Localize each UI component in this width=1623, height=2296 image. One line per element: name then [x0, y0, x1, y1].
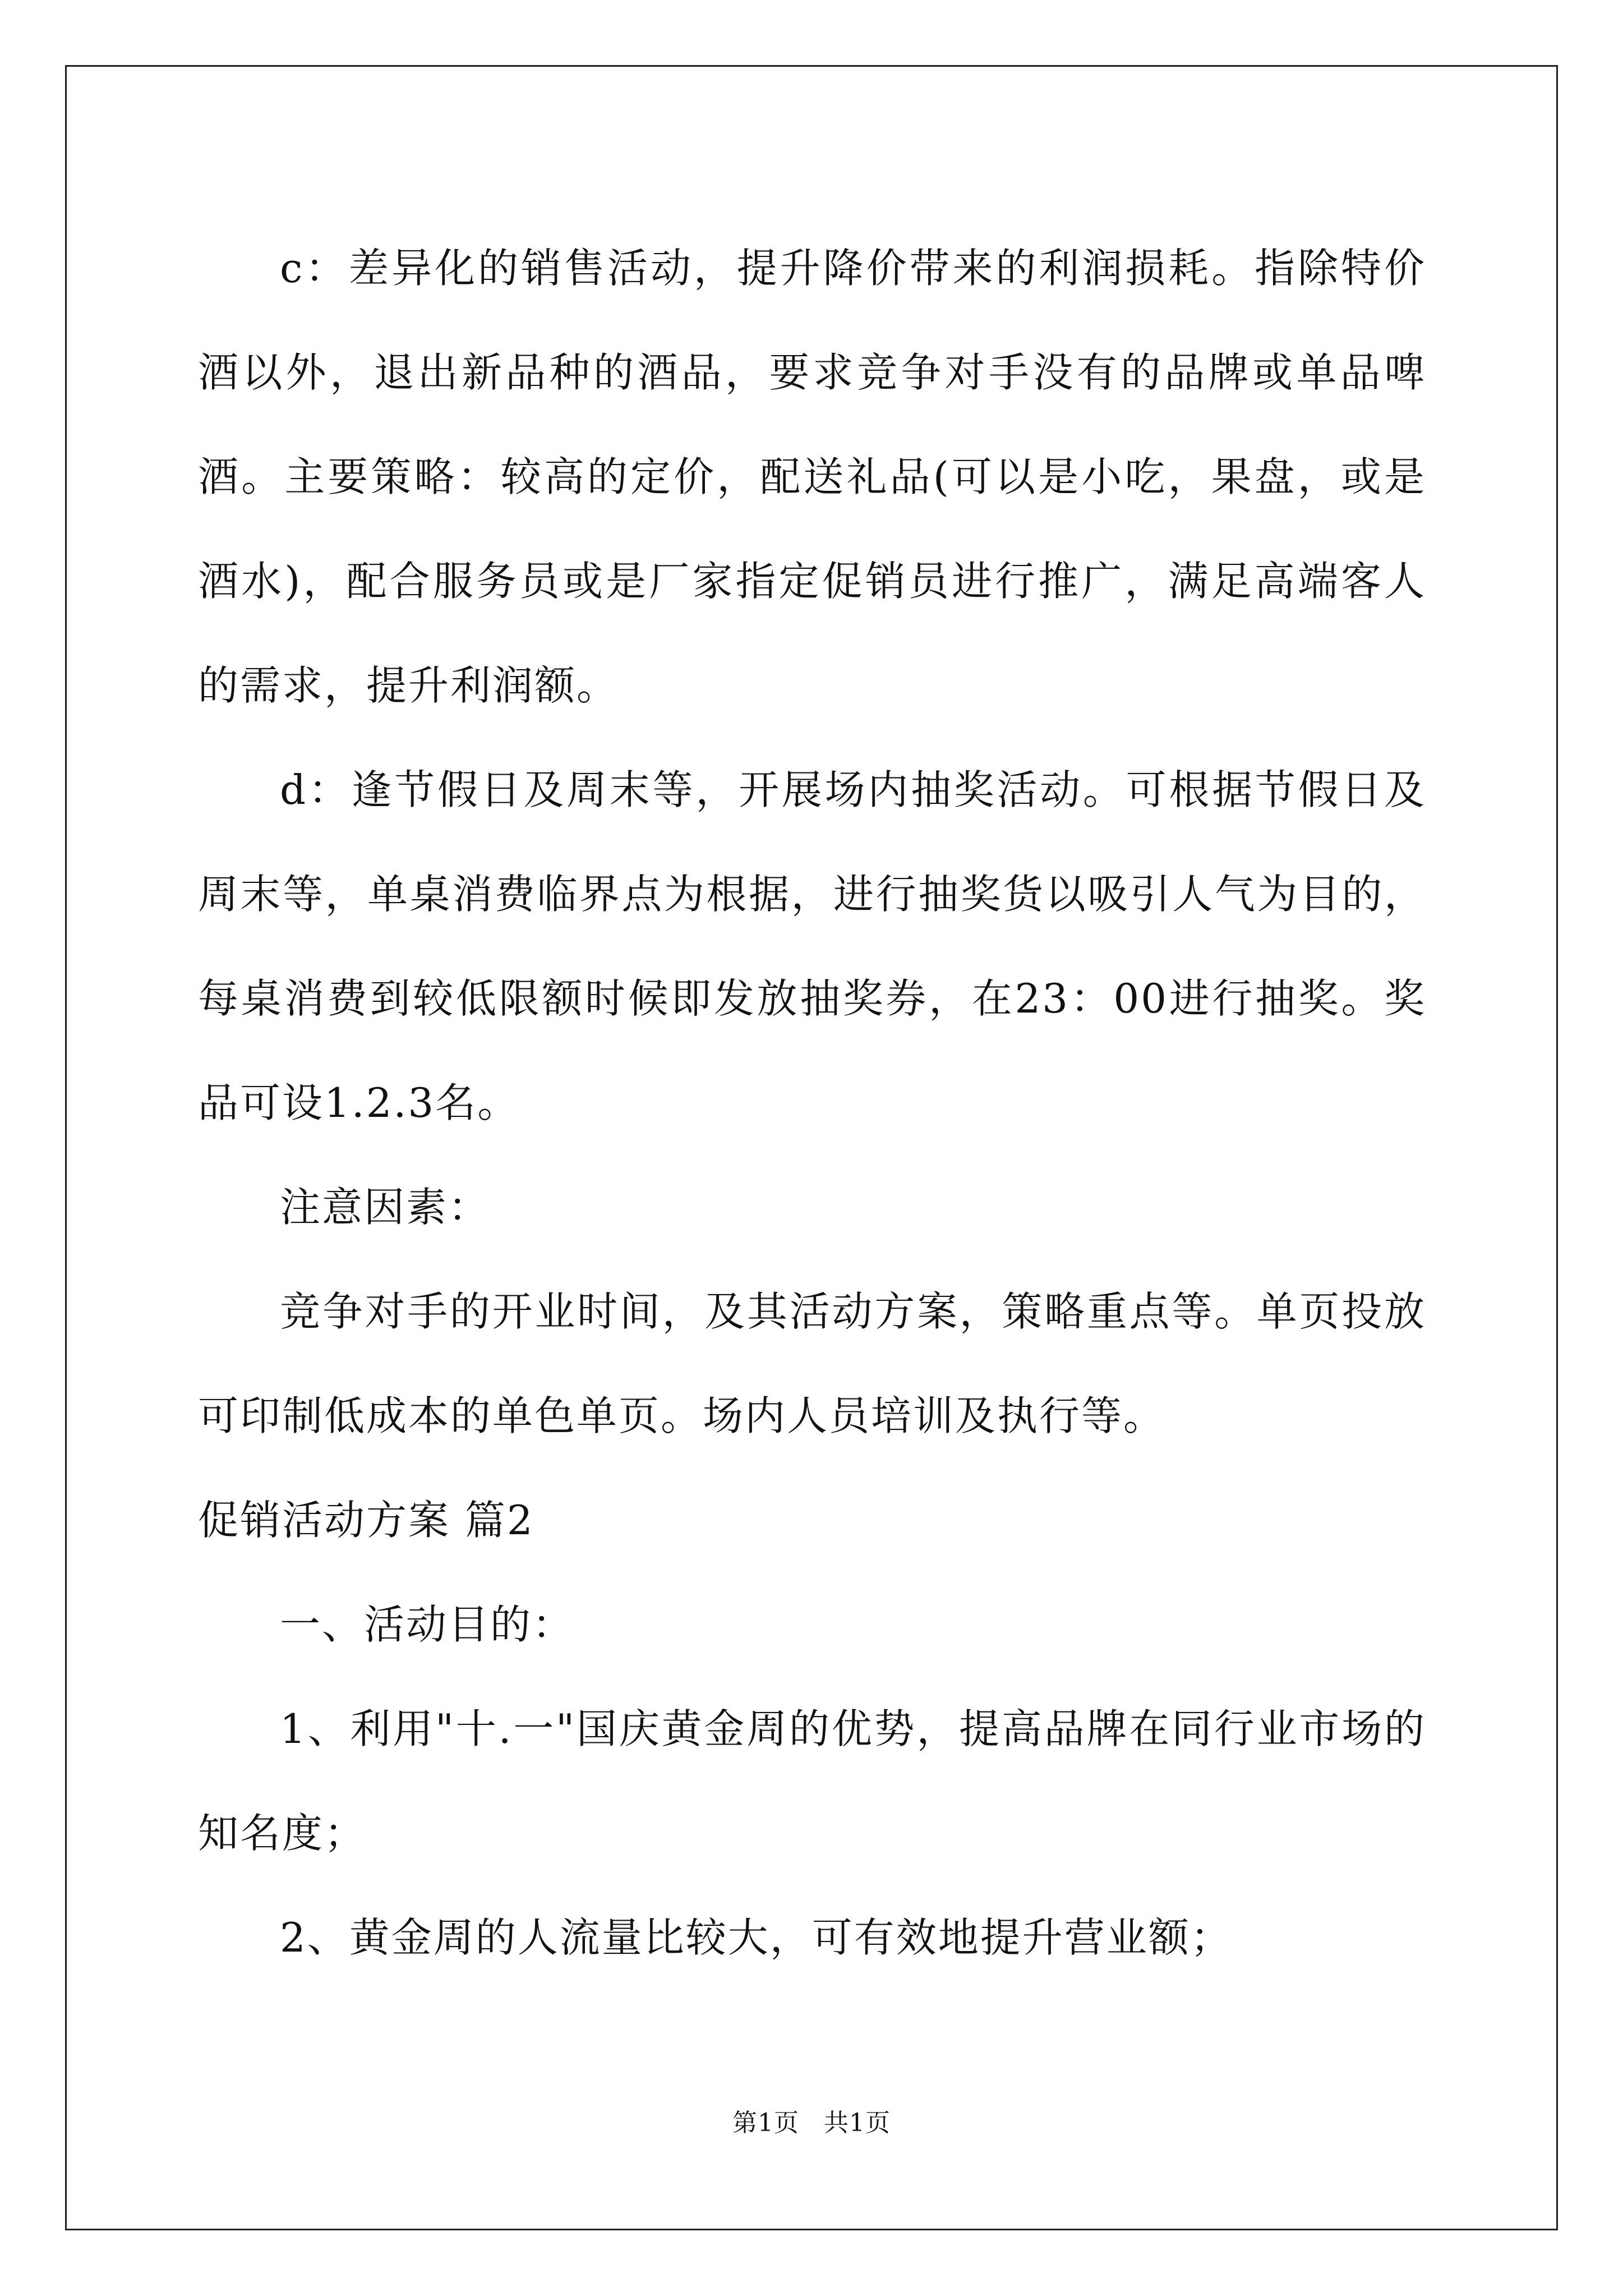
- page-footer: [0, 2102, 1623, 2138]
- document-body: [198, 216, 1426, 1990]
- paragraph-notes-body: 竞争对手的开业时间，及其活动方案，策略重点等。单页投放可印制低成本的单色单页。场内人员培训及执行等。: [198, 1288, 1426, 1439]
- paragraph-goal-heading: 一、活动目的：: [280, 1601, 575, 1648]
- paragraph-strategy-c: c：差异化的销售活动，提升降价带来的利润损耗。指除特价酒以外，退出新品种的酒品，要求竞争对手没有的品牌或单品啤酒。主要策略：较高的定价，配送礼品(可以是小吃，果盘，或是酒水)，配合服务员或是厂家指定促销员进行推广，满足高端客人的需求，提升利润额。: [198, 245, 1426, 709]
- paragraph-notes-heading: 注意因素：: [280, 1184, 491, 1231]
- page-total: 共1页: [824, 2109, 891, 2137]
- paragraph-strategy-d: d：逢节假日及周末等，开展场内抽奖活动。可根据节假日及周末等，单桌消费临界点为根据，进行抽奖货以吸引人气为目的，每桌消费到较低限额时候即发放抽奖券，在23：00进行抽奖。奖品可设1.2.3名。: [198, 766, 1426, 1126]
- paragraph-goal-2: 2、黄金周的人流量比较大，可有效地提升营业额；: [280, 1914, 1233, 1961]
- section-title: 促销活动方案 篇2: [198, 1497, 534, 1544]
- paragraph-goal-1: 1、利用"十.一"国庆黄金周的优势，提高品牌在同行业市场的知名度；: [198, 1705, 1426, 1857]
- page-number: 第1页: [732, 2109, 799, 2137]
